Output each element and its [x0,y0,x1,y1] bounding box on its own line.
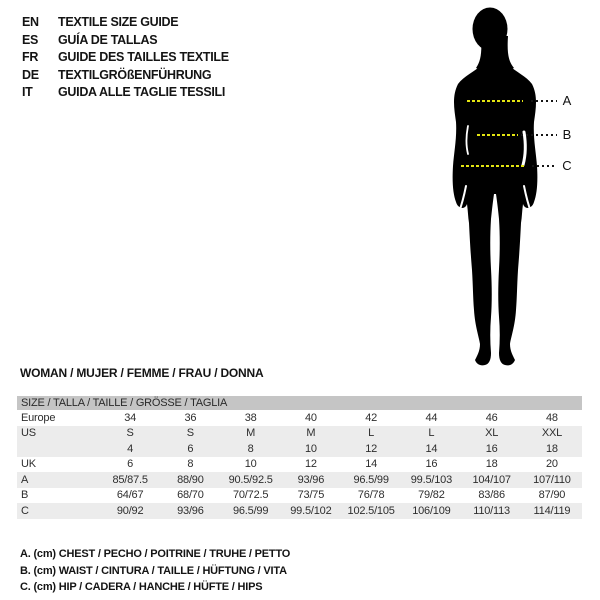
size-cell: 96.5/99 [353,473,389,486]
size-cell: 64/67 [116,489,144,502]
size-cell: 16 [425,458,438,471]
size-cell: 40 [304,411,317,424]
size-cell: 70/72.5 [232,489,269,502]
size-cell: XXL [541,427,563,440]
measure-dash-b [477,134,518,136]
table-row [17,410,582,426]
size-cell: 16 [485,442,498,455]
size-cell: 88/90 [177,473,204,486]
lang-label: GUIDA ALLE TAGLIE TESSILI [58,85,226,99]
size-cell: 18 [546,442,558,455]
table-row [17,441,582,457]
size-cell: 36 [184,411,197,424]
legend-item-chest: A. (cm) CHEST / PECHO / POITRINE / TRUHE / PETTO [20,548,291,560]
size-cell: 90.5/92.5 [228,473,273,486]
size-cell: 6 [127,458,134,471]
size-cell: 44 [425,411,438,424]
size-cell: 110/113 [473,504,510,517]
size-cell: 48 [546,411,558,424]
size-cell: M [306,427,316,440]
size-table-body [17,410,582,519]
table-row [17,426,582,442]
size-cell: 20 [546,458,558,471]
row-label: C [21,504,29,517]
size-cell: 46 [485,411,498,424]
lang-row-es [22,32,229,50]
size-cell: 114/119 [533,504,571,517]
size-cell: 96.5/99 [232,504,269,517]
lang-code: EN [22,15,39,29]
size-cell: 73/75 [297,489,325,502]
table-row [17,457,582,473]
lang-label: GUÍA DE TALLAS [58,32,158,47]
measure-dots-c [532,165,557,167]
size-cell: 6 [187,442,194,455]
table-row [17,503,582,519]
size-cell: L [428,427,435,440]
size-table-header-row [17,396,582,410]
size-cell: 107/110 [533,473,571,486]
lang-label: TEXTILGRÖßENFÜHRUNG [58,67,212,82]
size-cell: 68/70 [177,489,204,502]
lang-row-fr [22,49,229,67]
legend-item-hip: C. (cm) HIP / CADERA / HANCHE / HÜFTE / HIPS [20,581,263,593]
measure-dots-b [521,134,557,136]
size-cell: 14 [365,458,378,471]
size-cell: 42 [365,411,378,424]
size-cell: 14 [425,442,438,455]
size-cell: S [186,427,194,440]
size-cell: 4 [127,442,134,455]
lang-code: ES [22,32,39,47]
size-cell: 93/96 [297,473,325,486]
size-cell: 76/78 [357,489,385,502]
row-label: UK [21,458,36,471]
table-row [17,472,582,488]
size-cell: 79/82 [418,489,445,502]
size-cell: 12 [365,442,378,455]
size-cell: 10 [244,458,257,471]
size-table [17,396,582,519]
lang-label: GUIDE DES TAILLES TEXTILE [58,50,229,64]
woman-silhouette [428,4,568,370]
measure-dash-c [461,165,525,167]
size-cell: M [246,427,256,440]
size-cell: 10 [304,442,317,455]
lang-label: TEXTILE SIZE GUIDE [58,15,179,29]
lang-code: IT [22,85,33,99]
lang-code: FR [22,50,39,64]
size-table-wrap [17,396,582,519]
row-label: A [21,473,29,486]
measure-dash-a [467,100,523,102]
size-cell: 85/87.5 [112,473,148,486]
size-cell: 104/107 [472,473,511,486]
row-label: B [21,489,29,502]
measure-dots-a [531,100,557,102]
row-label: Europe [21,411,56,424]
measurement-legend [20,546,290,596]
size-cell: 8 [247,442,254,455]
size-cell: 83/86 [478,489,505,502]
lang-row-en [22,14,229,32]
woman-silhouette-svg [428,4,568,370]
size-cell: 93/96 [177,504,204,517]
size-cell: 18 [485,458,498,471]
size-cell: 99.5/103 [410,473,452,486]
lang-code: DE [22,67,39,82]
row-label [17,441,100,457]
measure-label-b: B [562,127,572,142]
table-row [17,488,582,504]
row-label: US [21,427,36,440]
lang-row-it [22,84,229,102]
size-cell: 8 [187,458,194,471]
size-cell: 87/90 [538,489,566,502]
size-cell: 34 [124,411,137,424]
section-title-woman: WOMAN / MUJER / FEMME / FRAU / DONNA [20,366,264,380]
size-cell: 102.5/105 [347,504,395,517]
lang-row-de [22,67,229,85]
size-cell: 38 [244,411,257,424]
size-cell: 12 [304,458,317,471]
size-table-header: SIZE / TALLA / TAILLE / GRÖSSE / TAGLIA [17,396,582,410]
language-guide [22,14,229,102]
legend-item-waist: B. (cm) WAIST / CINTURA / TAILLE / HÜFTUNG / VITA [20,564,287,577]
size-cell: L [368,427,375,440]
size-cell: 106/109 [412,504,451,517]
size-cell: S [126,427,134,440]
size-cell: 99.5/102 [290,504,332,517]
measure-label-c: C [562,158,572,173]
measure-label-a: A [562,93,572,108]
size-cell: XL [485,427,499,440]
size-cell: 90/92 [116,504,144,517]
